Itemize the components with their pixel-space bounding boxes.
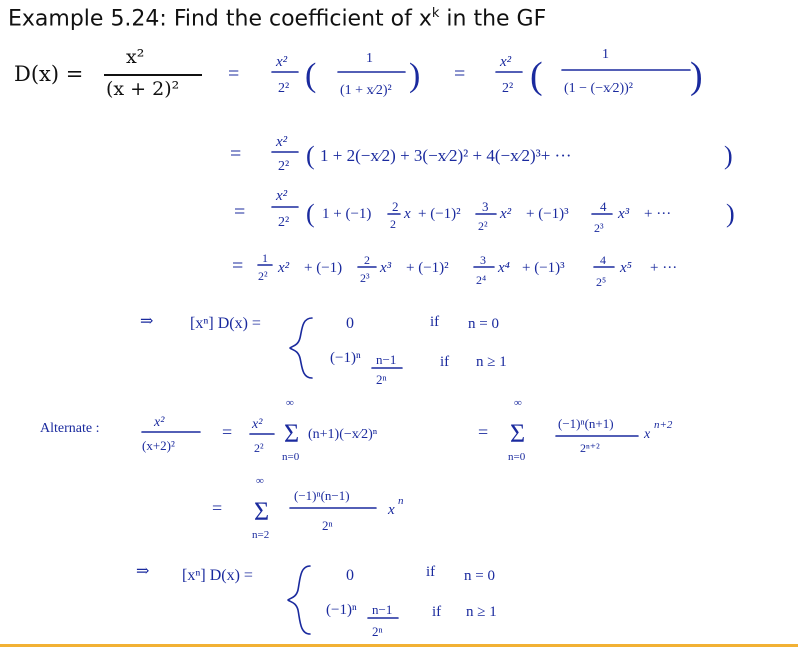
svg-text:=: = [222,422,233,442]
svg-text:(1 − (−x⁄2))²: (1 − (−x⁄2))² [564,81,633,96]
svg-text:=: = [478,422,489,442]
title-superscript: k [431,6,440,21]
svg-text:x³: x³ [380,260,392,276]
svg-text:[xⁿ] D(x) =: [xⁿ] D(x) = [182,567,253,584]
svg-text:1 + 2(−x⁄2) + 3(−x⁄2)² + 4(−x⁄: 1 + 2(−x⁄2) + 3(−x⁄2)² + 4(−x⁄2)³+ ··· [320,146,572,165]
svg-text:Alternate :: Alternate : [40,421,100,436]
svg-text:2²: 2² [278,159,290,174]
svg-text:2: 2 [392,199,399,214]
svg-text:+ ···: + ··· [644,206,672,222]
svg-text:2²: 2² [478,219,488,233]
svg-text:0: 0 [346,315,354,332]
result-1 [140,313,507,387]
svg-text:=: = [454,63,466,85]
title-prefix: Example 5.24: Find the coefficient of x [8,6,432,32]
svg-text:if: if [432,604,442,620]
svg-text:x⁴: x⁴ [498,260,510,276]
svg-text:n=0: n=0 [508,451,526,463]
svg-text:2: 2 [390,217,396,231]
svg-text:+ (−1)²: + (−1)² [418,206,461,222]
svg-text:x: x [644,427,651,442]
svg-text:(x+2)²: (x+2)² [142,438,175,453]
svg-text:2³: 2³ [360,271,370,285]
svg-text:): ) [724,141,733,170]
svg-text:if: if [440,354,450,370]
svg-text:(n+1)(−x⁄2)ⁿ: (n+1)(−x⁄2)ⁿ [308,427,378,442]
svg-text:(: ( [530,55,543,97]
svg-text:3: 3 [480,253,486,267]
svg-text:(: ( [306,141,315,170]
title-suffix: in the GF [439,6,547,32]
svg-text:n = 0: n = 0 [468,316,499,332]
svg-text:1: 1 [262,251,268,265]
svg-text:3: 3 [482,199,489,214]
svg-text:2²: 2² [278,215,290,230]
svg-text:(: ( [305,57,317,94]
derivation-line-4 [232,251,677,289]
svg-text:x³: x³ [618,206,630,222]
alternate-line-2 [212,475,404,541]
svg-text:x²: x² [500,54,512,70]
svg-text:(−1)ⁿ(n+1): (−1)ⁿ(n+1) [558,416,614,431]
svg-text:4: 4 [600,199,607,214]
svg-text:=: = [230,143,242,165]
svg-text:∞: ∞ [286,397,294,409]
svg-text:2²: 2² [502,81,514,96]
svg-text:2²: 2² [254,441,264,455]
svg-text:0: 0 [346,567,354,584]
svg-text:∞: ∞ [256,475,264,487]
svg-text:n−1: n−1 [372,602,393,617]
svg-text:(: ( [306,199,315,228]
svg-text:x²: x² [252,417,263,432]
svg-text:=: = [234,201,246,223]
svg-text:if: if [430,314,440,330]
gf-denominator: (x + 2)² [106,78,180,100]
svg-text:Σ: Σ [284,419,300,448]
gf-lhs: D(x) = [14,62,84,86]
svg-text:n: n [398,495,404,507]
svg-text:(−1)ⁿ(n−1): (−1)ⁿ(n−1) [294,488,350,503]
svg-text:[xⁿ] D(x) =: [xⁿ] D(x) = [190,315,261,332]
svg-text:n = 0: n = 0 [464,568,495,584]
svg-text:1: 1 [602,47,609,62]
svg-text:2ⁿ⁺²: 2ⁿ⁺² [580,441,600,455]
derivation-line-1 [228,47,703,98]
svg-text:2²: 2² [278,81,290,96]
svg-text:n−1: n−1 [376,352,397,367]
svg-text:2ⁿ: 2ⁿ [372,624,383,639]
svg-text:n=2: n=2 [252,529,270,541]
derivation-line-3 [234,188,735,235]
svg-text:2³: 2³ [594,221,604,235]
svg-text:+ (−1): + (−1) [304,260,343,276]
svg-text:+ ···: + ··· [650,260,678,276]
svg-text:2ⁿ: 2ⁿ [376,372,387,387]
svg-text:1 + (−1): 1 + (−1) [322,206,372,222]
svg-text:if: if [426,564,436,580]
svg-text:x²: x² [278,260,290,276]
svg-text:+ (−1)³: + (−1)³ [522,260,565,276]
svg-text:x²: x² [276,54,288,70]
svg-text:x²: x² [276,188,288,204]
svg-text:2²: 2² [258,269,268,283]
svg-text:Σ: Σ [510,419,526,448]
svg-text:): ) [726,199,735,228]
svg-text:2ⁿ: 2ⁿ [322,518,333,533]
svg-text:1: 1 [366,51,373,66]
svg-text:+ (−1)²: + (−1)² [406,260,449,276]
svg-text:∞: ∞ [514,397,522,409]
svg-text:(−1)ⁿ: (−1)ⁿ [326,602,357,618]
svg-text:(1 + x⁄2)²: (1 + x⁄2)² [340,83,392,98]
svg-text:x: x [404,206,411,222]
svg-text:⇒: ⇒ [136,563,150,580]
svg-text:2⁴: 2⁴ [476,273,487,287]
svg-text:x²: x² [154,415,165,430]
svg-text:n=0: n=0 [282,451,300,463]
svg-text:n+2: n+2 [654,419,673,431]
svg-text:x: x [388,502,395,518]
svg-text:): ) [690,55,703,97]
gf-numerator: x² [126,46,145,68]
svg-text:+ (−1)³: + (−1)³ [526,206,569,222]
svg-text:=: = [232,255,244,277]
svg-text:): ) [409,57,421,94]
svg-text:2⁵: 2⁵ [596,275,607,289]
derivation-line-2 [230,134,733,174]
svg-text:x²: x² [276,134,288,150]
svg-text:n ≥ 1: n ≥ 1 [476,354,507,370]
svg-text:(−1)ⁿ: (−1)ⁿ [330,350,361,366]
svg-text:x⁵: x⁵ [620,260,632,276]
svg-text:2: 2 [364,253,370,267]
svg-text:=: = [228,63,240,85]
result-2 [136,563,497,639]
svg-text:⇒: ⇒ [140,313,154,330]
alternate-line-1 [40,397,673,463]
svg-text:4: 4 [600,253,606,267]
svg-text:Σ: Σ [254,497,270,526]
svg-text:=: = [212,498,223,518]
svg-text:n ≥ 1: n ≥ 1 [466,604,497,620]
svg-text:x²: x² [500,206,512,222]
